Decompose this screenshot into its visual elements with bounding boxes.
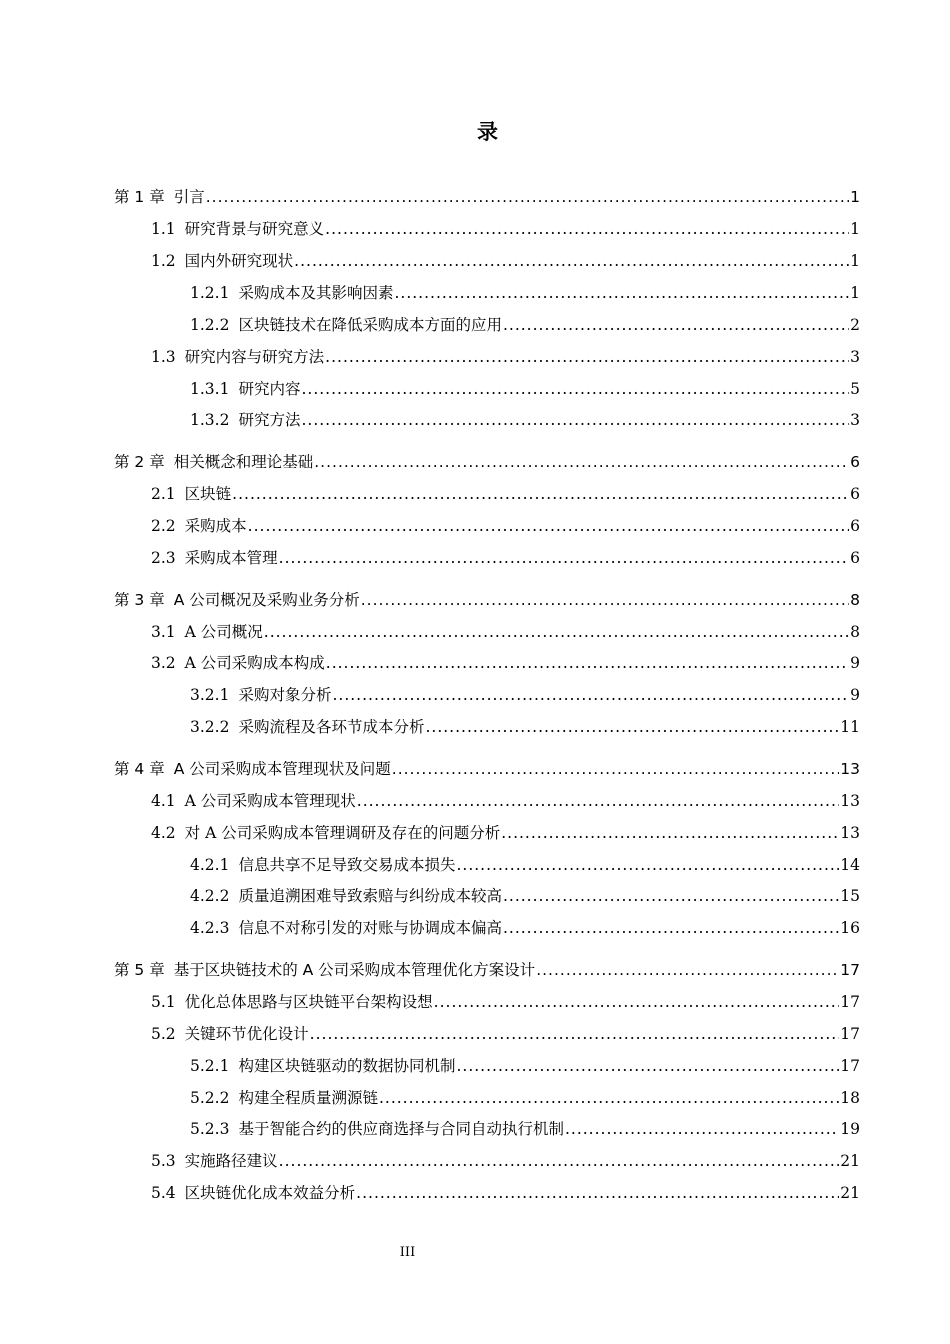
toc-entry[interactable]: [151, 991, 860, 1013]
toc-entry-page: 16: [840, 919, 860, 937]
toc-entry-title: 采购成本及其影响因素: [238, 284, 394, 302]
toc-entry-page: 5: [850, 380, 860, 398]
toc-entry[interactable]: [151, 515, 860, 537]
toc-leader-dots: [206, 186, 849, 208]
toc-entry-page: 18: [840, 1089, 860, 1107]
toc-entry[interactable]: [151, 218, 860, 240]
toc-entry-number: 5.2.1: [190, 1057, 230, 1075]
toc-entry[interactable]: [190, 716, 860, 738]
page-number-footer: III: [399, 1245, 416, 1260]
toc-entry-page: 1: [850, 252, 860, 270]
toc-leader-dots: [394, 282, 849, 304]
toc-entry[interactable]: [190, 885, 860, 907]
toc-leader-dots: [456, 1055, 839, 1077]
toc-leader-dots: [332, 684, 849, 706]
toc-entry-number: 第 1 章: [114, 188, 165, 206]
toc-title: 录: [477, 120, 498, 144]
toc-entry-number: 3.2.2: [190, 718, 230, 736]
toc-leader-dots: [425, 716, 839, 738]
toc-entry-title: 基于区块链技术的 A 公司采购成本管理优化方案设计: [173, 961, 536, 979]
toc-entry[interactable]: [151, 1023, 860, 1045]
toc-entry-title: 区块链: [184, 485, 232, 503]
toc-entry-number: 5.1: [151, 993, 176, 1011]
toc-entry[interactable]: [190, 1055, 860, 1077]
toc-entry[interactable]: [114, 451, 860, 473]
toc-entry-page: 19: [840, 1120, 860, 1138]
toc-entry-number: 1.2.2: [190, 316, 230, 334]
toc-entry-title: 实施路径建议: [184, 1152, 278, 1170]
toc-entry-page: 14: [840, 856, 860, 874]
toc-entry-page: 21: [840, 1152, 860, 1170]
toc-entry-number: 第 2 章: [114, 453, 165, 471]
toc-leader-dots: [325, 218, 849, 240]
toc-entry[interactable]: [151, 1182, 860, 1204]
toc-entry-number: 2.2: [151, 517, 176, 535]
toc-entry-title: 质量追溯困难导致索赔与纠纷成本较高: [238, 887, 502, 905]
toc-entry-number: 4.2.1: [190, 856, 230, 874]
toc-entry-page: 1: [850, 188, 860, 206]
toc-entry[interactable]: [151, 250, 860, 272]
toc-entry-page: 13: [840, 792, 860, 810]
toc-entry-number: 第 4 章: [114, 760, 165, 778]
toc-entry-page: 15: [840, 887, 860, 905]
toc-entry-number: 2.3: [151, 549, 176, 567]
toc-leader-dots: [503, 314, 849, 336]
toc-entry-title: 采购成本: [184, 517, 247, 535]
toc-leader-dots: [310, 1023, 840, 1045]
toc-entry[interactable]: [114, 959, 860, 981]
toc-leader-dots: [503, 917, 839, 939]
toc-entry-title: A 公司概况及采购业务分析: [173, 591, 360, 609]
toc-entry-title: 引言: [173, 188, 205, 206]
toc-leader-dots: [434, 991, 840, 1013]
toc-entry[interactable]: [190, 1087, 860, 1109]
toc-entry-page: 6: [850, 453, 860, 471]
toc-entry-number: 5.2.2: [190, 1089, 230, 1107]
toc-entry-page: 11: [840, 718, 860, 736]
toc-entry-title: A 公司概况: [184, 623, 263, 641]
toc-entry-title: 基于智能合约的供应商选择与合同自动执行机制: [238, 1120, 564, 1138]
toc-entry-number: 第 5 章: [114, 961, 165, 979]
toc-leader-dots: [264, 621, 849, 643]
toc-entry-number: 4.2.2: [190, 887, 230, 905]
toc-entry-page: 17: [840, 1025, 860, 1043]
toc-entry[interactable]: [190, 854, 860, 876]
toc-entry-page: 17: [840, 993, 860, 1011]
toc-entry-page: 3: [850, 348, 860, 366]
toc-entry-number: 第 3 章: [114, 591, 165, 609]
toc-entry[interactable]: [151, 652, 860, 674]
toc-entry[interactable]: [190, 684, 860, 706]
toc-entry-number: 1.3.2: [190, 411, 230, 429]
toc-leader-dots: [356, 1182, 839, 1204]
toc-entry-title: 构建全程质量溯源链: [238, 1089, 378, 1107]
toc-entry-title: 国内外研究现状: [184, 252, 294, 270]
toc-entry-page: 21: [840, 1184, 860, 1202]
toc-entry-number: 4.1: [151, 792, 176, 810]
toc-leader-dots: [565, 1118, 839, 1140]
toc-entry-page: 6: [850, 549, 860, 567]
toc-entry[interactable]: [114, 589, 860, 611]
toc-entry-page: 13: [840, 760, 860, 778]
toc-entry-title: 优化总体思路与区块链平台架构设想: [184, 993, 433, 1011]
toc-entry-title: 采购流程及各环节成本分析: [238, 718, 425, 736]
toc-entry-page: 1: [850, 284, 860, 302]
toc-entry-page: 13: [840, 824, 860, 842]
toc-entry-page: 8: [850, 591, 860, 609]
toc-entry[interactable]: [151, 1150, 860, 1172]
toc-entry-title: A 公司采购成本构成: [184, 654, 325, 672]
toc-leader-dots: [536, 959, 839, 981]
toc-entry-title: 采购成本管理: [184, 549, 278, 567]
toc-entry[interactable]: [151, 483, 860, 505]
toc-entry-number: 5.2: [151, 1025, 176, 1043]
toc-entry-page: 9: [850, 654, 860, 672]
toc-entry-page: 6: [850, 485, 860, 503]
toc-entry-number: 4.2: [151, 824, 176, 842]
toc-entry-title: A 公司采购成本管理现状: [184, 792, 356, 810]
toc-entry-page: 6: [850, 517, 860, 535]
toc-entry-title: 信息共享不足导致交易成本损失: [238, 856, 456, 874]
toc-entry[interactable]: [151, 547, 860, 569]
toc-entry-number: 4.2.3: [190, 919, 230, 937]
toc-entry-title: 构建区块链驱动的数据协同机制: [238, 1057, 456, 1075]
toc-entry-page: 2: [850, 316, 860, 334]
toc-entry[interactable]: [151, 822, 860, 844]
toc-entry-title: 对 A 公司采购成本管理调研及存在的问题分析: [184, 824, 501, 842]
toc-leader-dots: [294, 250, 849, 272]
toc-entry-number: 1.3.1: [190, 380, 230, 398]
toc-leader-dots: [314, 451, 849, 473]
toc-entry-title: 研究内容: [238, 380, 301, 398]
toc-leader-dots: [325, 346, 849, 368]
toc-entry[interactable]: [151, 621, 860, 643]
toc-entry-title: 关键环节优化设计: [184, 1025, 309, 1043]
toc-entry[interactable]: [190, 409, 860, 431]
toc-leader-dots: [501, 822, 839, 844]
toc-leader-dots: [232, 483, 849, 505]
toc-entry-page: 3: [850, 411, 860, 429]
toc-entry-page: 17: [840, 961, 860, 979]
toc-entry-title: 研究内容与研究方法: [184, 348, 325, 366]
toc-entry-number: 1.2: [151, 252, 176, 270]
toc-leader-dots: [326, 652, 849, 674]
toc-entry-number: 5.4: [151, 1184, 176, 1202]
toc-entry-title: 区块链优化成本效益分析: [184, 1184, 356, 1202]
toc-leader-dots: [301, 378, 849, 400]
toc-leader-dots: [379, 1087, 839, 1109]
toc-leader-dots: [279, 547, 849, 569]
toc-entry-title: 研究方法: [238, 411, 301, 429]
toc-entry-number: 1.2.1: [190, 284, 230, 302]
toc-entry[interactable]: [190, 282, 860, 304]
toc-entry-page: 1: [850, 220, 860, 238]
toc-entry[interactable]: [151, 790, 860, 812]
toc-entry-title: 采购对象分析: [238, 686, 332, 704]
toc-entry-page: 17: [840, 1057, 860, 1075]
toc-entry-number: 5.3: [151, 1152, 176, 1170]
toc-leader-dots: [503, 885, 839, 907]
toc-entry[interactable]: [190, 314, 860, 336]
toc-leader-dots: [392, 758, 840, 780]
toc-entry[interactable]: [151, 346, 860, 368]
toc-entry[interactable]: [114, 186, 860, 208]
toc-leader-dots: [248, 515, 849, 537]
toc-entry-number: 3.2.1: [190, 686, 230, 704]
toc-entry[interactable]: [190, 1118, 860, 1140]
toc-entry-number: 1.3: [151, 348, 176, 366]
toc-entry-page: 8: [850, 623, 860, 641]
toc-entry[interactable]: [114, 758, 860, 780]
toc-entry-title: A 公司采购成本管理现状及问题: [173, 760, 391, 778]
toc-entry-title: 区块链技术在降低采购成本方面的应用: [238, 316, 502, 334]
toc-entry[interactable]: [190, 917, 860, 939]
toc-entry-number: 1.1: [151, 220, 176, 238]
toc-entry-number: 3.2: [151, 654, 176, 672]
toc-entry-number: 5.2.3: [190, 1120, 230, 1138]
toc-entry-number: 3.1: [151, 623, 176, 641]
toc-leader-dots: [361, 589, 849, 611]
toc-entry-title: 信息不对称引发的对账与协调成本偏高: [238, 919, 502, 937]
toc-entry-title: 研究背景与研究意义: [184, 220, 325, 238]
toc-leader-dots: [301, 409, 849, 431]
toc-entry[interactable]: [190, 378, 860, 400]
toc-leader-dots: [456, 854, 839, 876]
toc-leader-dots: [357, 790, 839, 812]
toc-entry-page: 9: [850, 686, 860, 704]
toc-leader-dots: [279, 1150, 840, 1172]
toc-entry-title: 相关概念和理论基础: [173, 453, 314, 471]
toc-entry-number: 2.1: [151, 485, 176, 503]
